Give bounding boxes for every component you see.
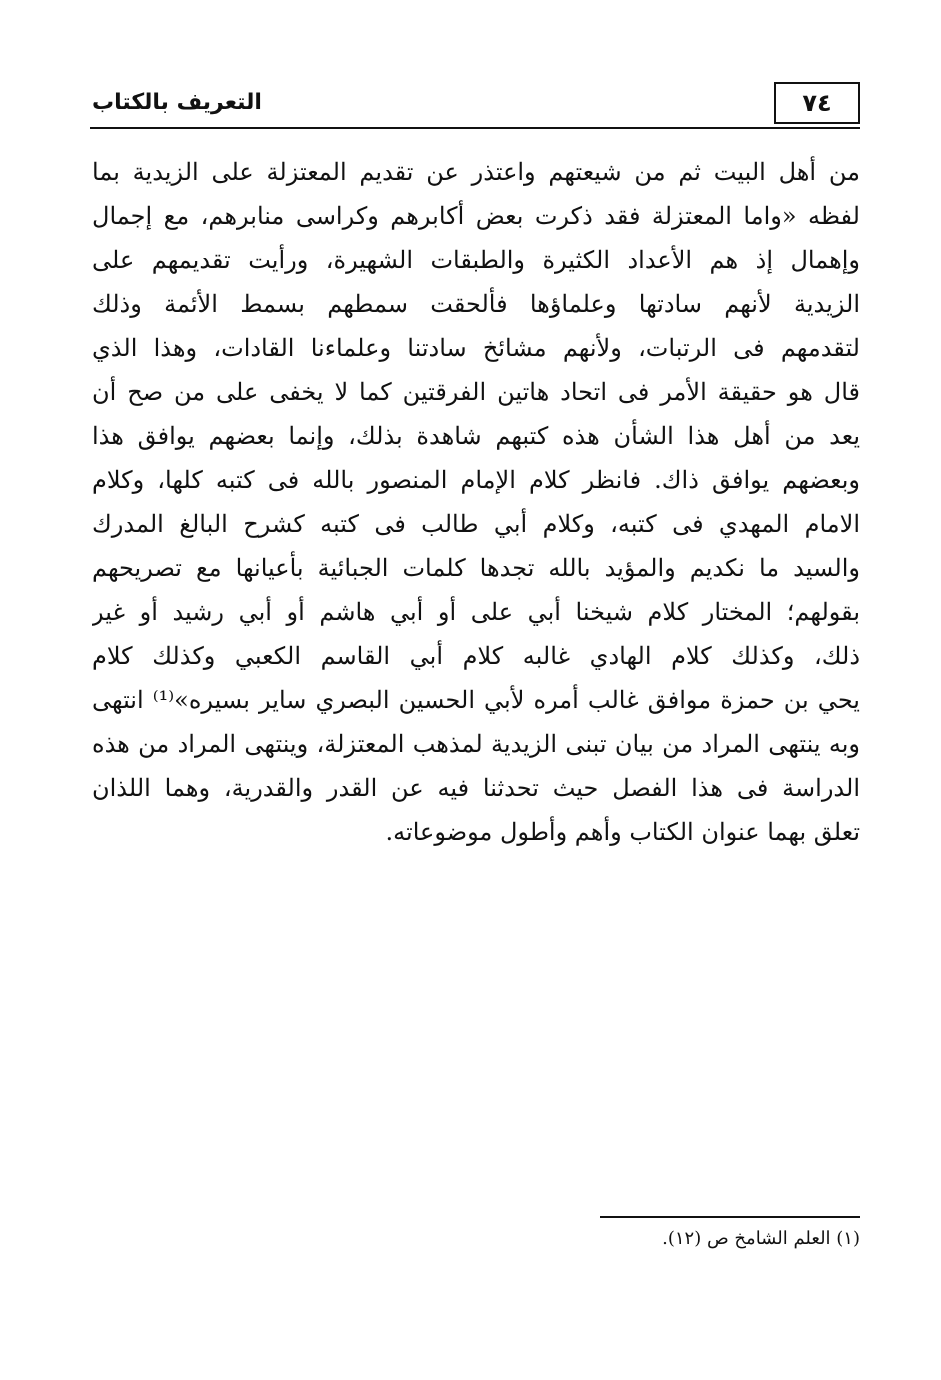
text-line: لفظه «واما المعتزلة فقد ذكرت بعض أكابرهم وكراسى منابرهم، مع إجمال bbox=[92, 202, 860, 230]
text-line: يحي بن حمزة موافق غالب أمره لأبي الحسين البصري ساير بسيره»⁽¹⁾ انتهى bbox=[92, 686, 860, 714]
text-line: ذلك، وكذلك كلام الهادي غالبه كلام أبي القاسم الكعبي وكذلك كلام bbox=[92, 642, 860, 670]
running-title: التعريف بالكتاب bbox=[92, 90, 262, 115]
text-line: تعلق بهما عنوان الكتاب وأهم وأطول موضوعاته. bbox=[385, 818, 860, 846]
text-line: والسيد ما نكديم والمؤيد بالله تجدها كلمات الجبائية بأعيانها مع تصريحهم bbox=[92, 554, 860, 582]
text-line: يعد من أهل هذا الشأن هذه كتبهم شاهدة بذلك، وإنما بعضهم يوافق هذا bbox=[92, 422, 860, 450]
header-rule bbox=[90, 127, 860, 129]
text-line: وإهمال إذ هم الأعداد الكثيرة والطبقات الشهيرة، ورأيت تقديمهم على bbox=[92, 246, 860, 274]
text-line: الزيدية لأنهم سادتها وعلماؤها فألحقت سمطهم بسمط الأئمة وذلك bbox=[92, 290, 860, 318]
text-line: قال هو حقيقة الأمر فى اتحاد هاتين الفرقتين كما لا يخفى على من صح أن bbox=[92, 378, 860, 406]
text-line: وبعضهم يوافق ذاك. فانظر كلام الإمام المنصور بالله فى كتبه كلها، وكلام bbox=[92, 466, 860, 494]
body-text bbox=[92, 150, 860, 854]
text-line: بقولهم؛ المختار كلام شيخنا أبي على أو أبي هاشم أو أبي رشيد أو غير bbox=[92, 598, 860, 626]
footnote: (١) العلم الشامخ ص (١٢). bbox=[662, 1228, 860, 1249]
text-line: لتقدمهم فى الرتبات، ولأنهم مشائخ سادتنا وعلماءنا القادات، وهذا الذي bbox=[92, 334, 860, 362]
footnote-rule bbox=[600, 1216, 860, 1218]
page-number: ٧٤ bbox=[774, 82, 860, 124]
text-line: من أهل البيت ثم من شيعتهم واعتذر عن تقديم المعتزلة على الزيدية بما bbox=[92, 158, 860, 186]
text-line: الدراسة فى هذا الفصل حيث تحدثنا فيه عن القدر والقدرية، وهما اللذان bbox=[92, 774, 860, 802]
text-line: وبه ينتهى المراد من بيان تبنى الزيدية لمذهب المعتزلة، وينتهى المراد من هذه bbox=[92, 730, 860, 758]
text-line: الامام المهدي فى كتبه، وكلام أبي طالب فى كتبه كشرح البالغ المدرك bbox=[92, 510, 860, 538]
page-header bbox=[90, 82, 860, 128]
